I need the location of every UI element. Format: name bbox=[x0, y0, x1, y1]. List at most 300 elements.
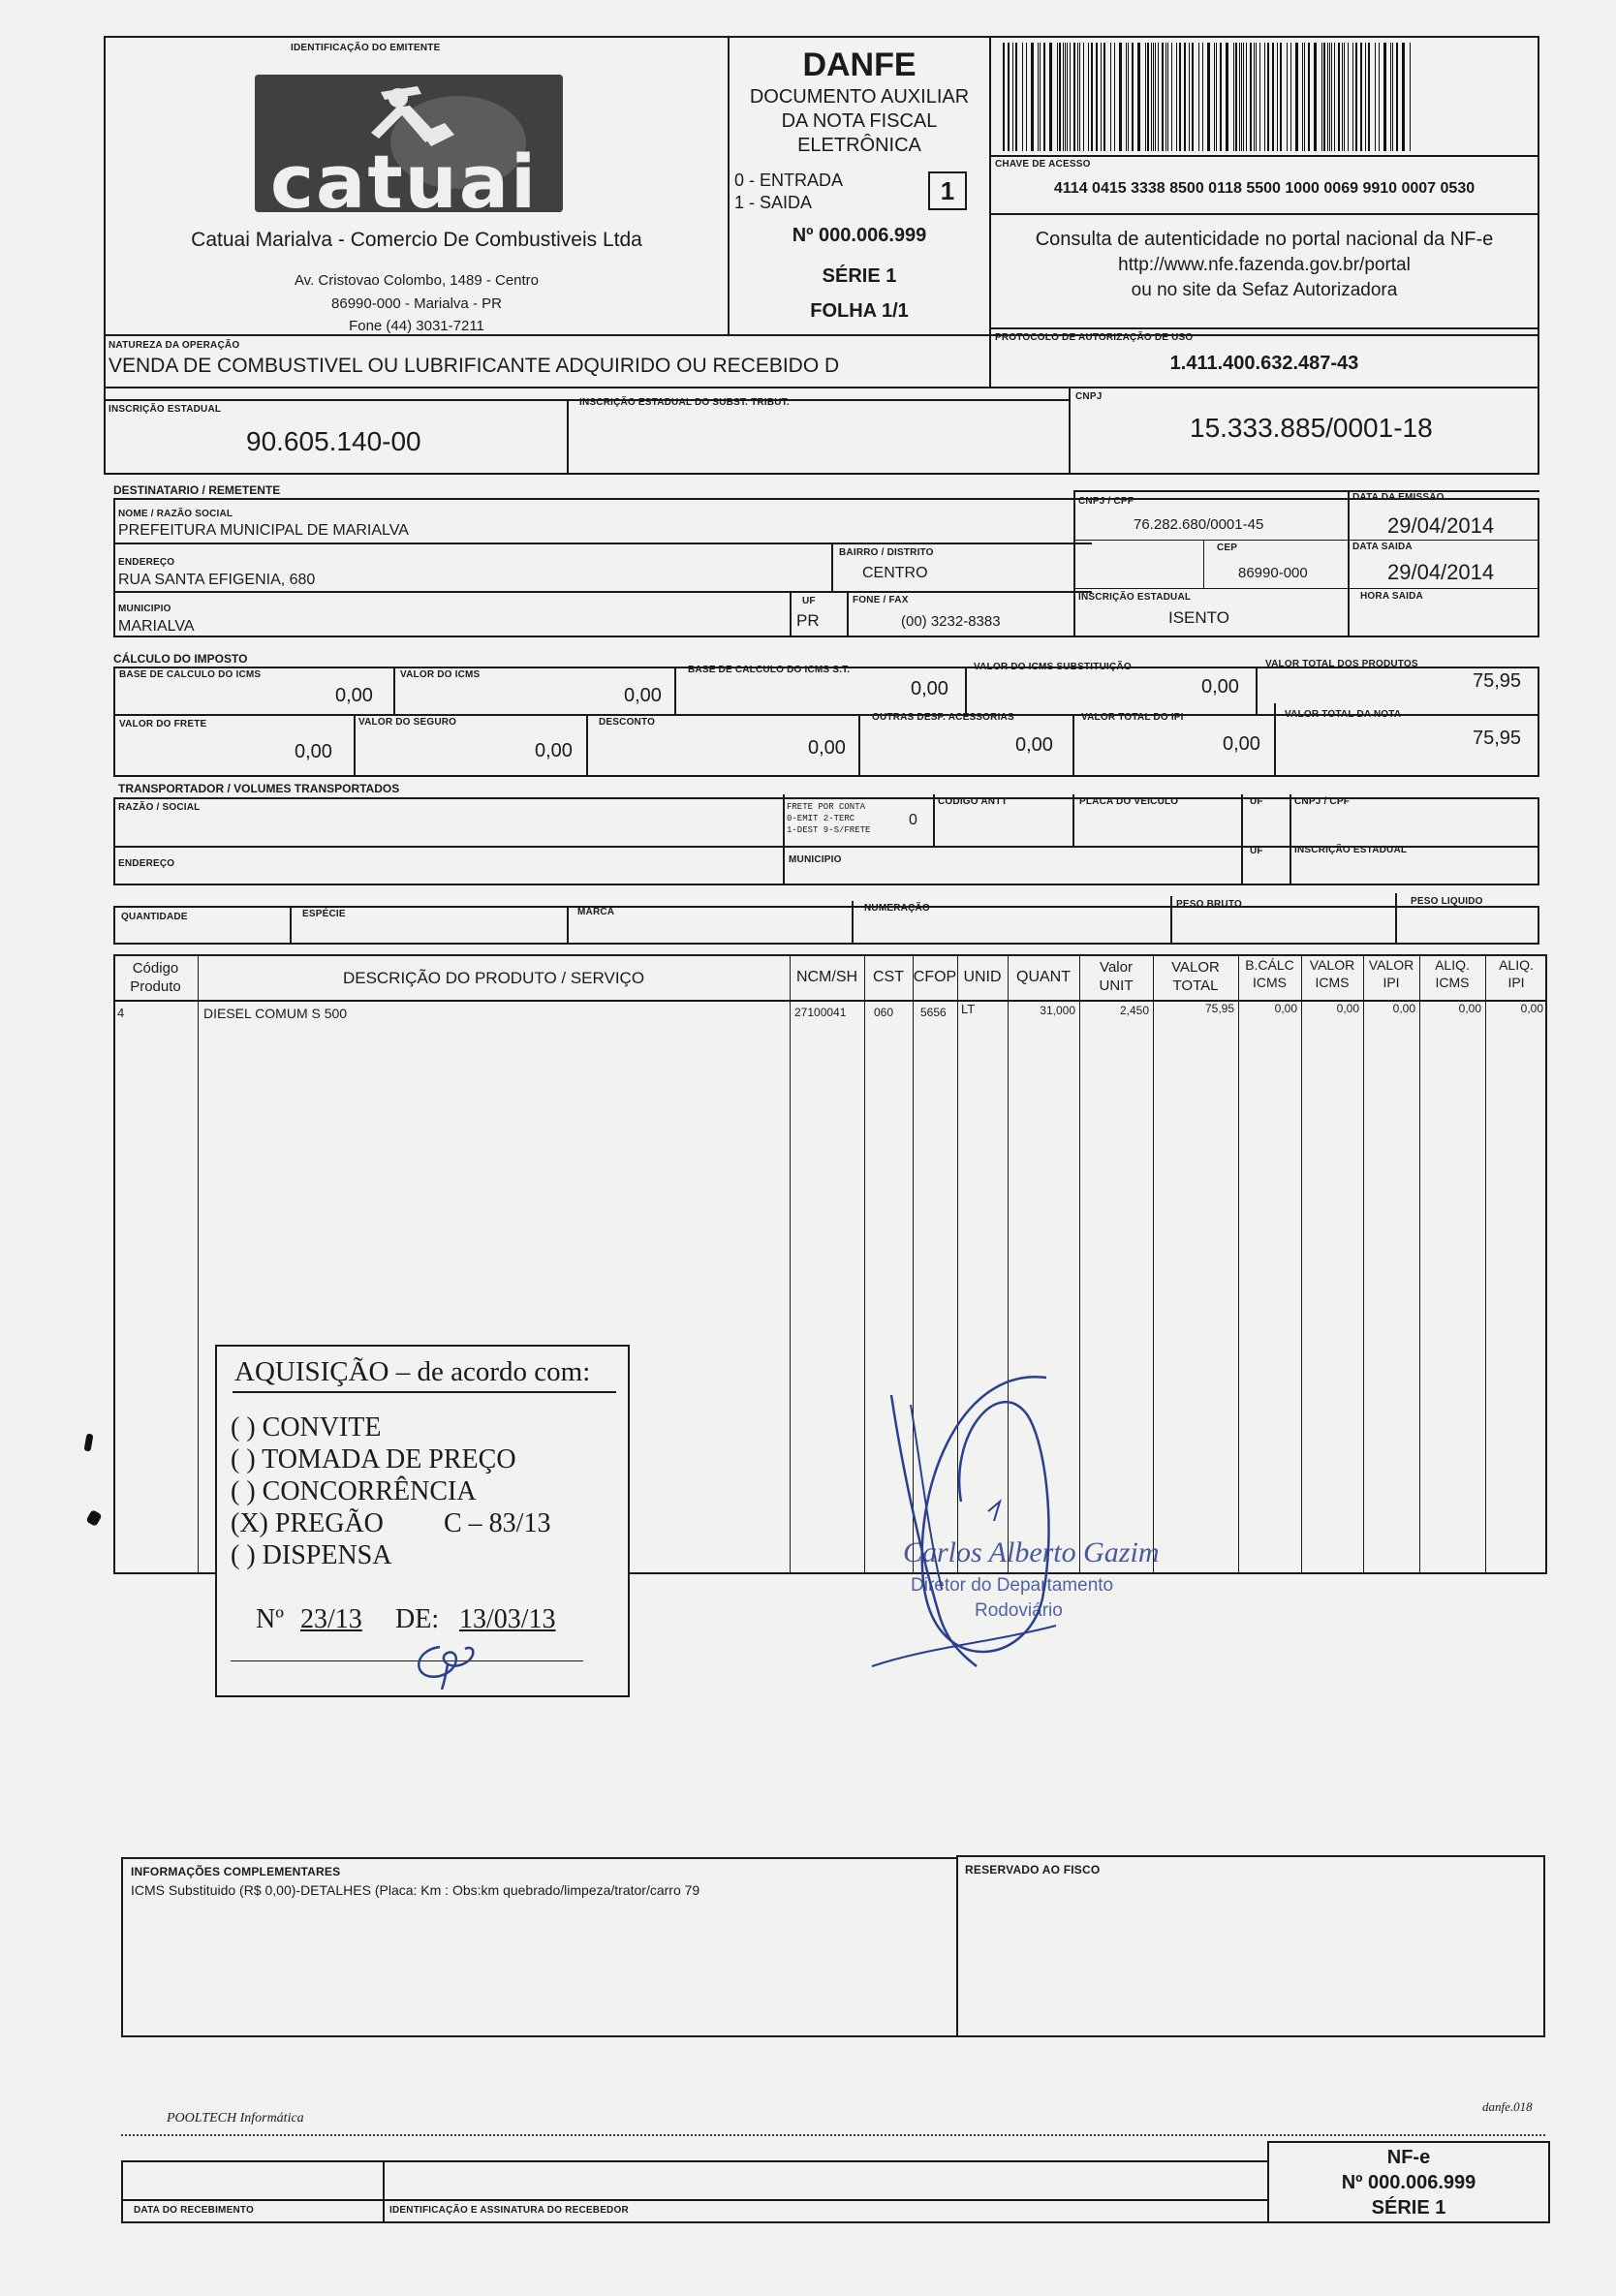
consulta-line-3: ou no site da Sefaz Autorizadora bbox=[1131, 280, 1398, 300]
cnpj-emitente-value: 15.333.885/0001-18 bbox=[1190, 413, 1433, 443]
h-vicms-1: VALOR bbox=[1309, 957, 1355, 973]
h-cfop: CFOP bbox=[913, 969, 957, 985]
vol-peso-bruto-label: PESO BRUTO bbox=[1176, 899, 1242, 910]
barcode-bar bbox=[1344, 43, 1345, 151]
barcode-bar bbox=[1126, 43, 1127, 151]
recebimento-box bbox=[121, 2160, 1269, 2223]
dest-line-1 bbox=[113, 543, 1092, 544]
row-aicms: 0,00 bbox=[1458, 1002, 1481, 1015]
barcode-bar bbox=[1038, 43, 1039, 151]
ie-divider-1 bbox=[567, 399, 569, 475]
emitente-section-label: IDENTIFICAÇÃO DO EMITENTE bbox=[291, 43, 441, 53]
stamp-convite: ( ) CONVITE bbox=[231, 1412, 382, 1443]
signature-role-1: Diretor do Departamento bbox=[911, 1575, 1114, 1596]
danfe-numero: Nº 000.006.999 bbox=[792, 225, 927, 246]
barcode-bar bbox=[1202, 43, 1203, 151]
barcode-bar bbox=[1246, 43, 1247, 151]
barcode-bar bbox=[1259, 43, 1260, 151]
emitente-phone: Fone (44) 3031-7211 bbox=[349, 318, 484, 334]
imp-v4 bbox=[1256, 667, 1258, 714]
prod-col-2 bbox=[790, 954, 791, 1574]
h-aipi-2: IPI bbox=[1507, 975, 1525, 990]
barcode-bar bbox=[1383, 43, 1386, 151]
barcode-bar bbox=[1220, 43, 1222, 151]
barcode-bar bbox=[1026, 43, 1027, 151]
h-codigo-2: Produto bbox=[130, 978, 181, 995]
row-cfop: 5656 bbox=[920, 1006, 947, 1019]
transp-razao-label: RAZÃO / SOCIAL bbox=[118, 802, 201, 813]
h-vunit-1: Valor bbox=[1100, 959, 1133, 976]
barcode-bar bbox=[1348, 43, 1349, 151]
prod-col-1 bbox=[198, 954, 199, 1574]
barcode-bar bbox=[1321, 43, 1322, 151]
barcode-bar bbox=[1375, 43, 1376, 151]
destinatario-box bbox=[113, 498, 1539, 637]
dest-bairro-label: BAIRRO / DISTRITO bbox=[839, 547, 934, 558]
chave-top-line bbox=[989, 155, 1539, 157]
row-vtotal: 75,95 bbox=[1204, 1002, 1234, 1015]
barcode-bar bbox=[1331, 43, 1332, 151]
barcode-bar bbox=[1396, 43, 1398, 151]
transp-frete-l1: FRETE POR CONTA bbox=[787, 802, 866, 812]
barcode-bar bbox=[1368, 43, 1370, 151]
transp-v1 bbox=[783, 794, 785, 885]
danfe-title: DANFE bbox=[802, 47, 917, 83]
dest-cnpj-label: CNPJ / CPF bbox=[1078, 496, 1134, 507]
imp-base-icms-label: BASE DE CALCULO DO ICMS bbox=[119, 669, 262, 680]
row-codigo: 4 bbox=[117, 1006, 125, 1020]
barcode-bar bbox=[1314, 43, 1317, 151]
barcode-bar bbox=[1073, 43, 1075, 151]
barcode-bar bbox=[1132, 43, 1134, 151]
destinatario-section: DESTINATARIO / REMETENTE bbox=[113, 483, 281, 497]
barcode-bar bbox=[1280, 43, 1282, 151]
barcode-bar bbox=[1155, 43, 1156, 151]
barcode-bar bbox=[1167, 43, 1168, 151]
prod-col-12 bbox=[1419, 954, 1420, 1574]
chave-value: 4114 0415 3338 8500 0118 5500 1000 0069 9910 0007 0530 bbox=[1053, 180, 1476, 197]
footer-numero: Nº 000.006.999 bbox=[1341, 2172, 1476, 2193]
imp-total-prod-label: VALOR TOTAL DOS PRODUTOS bbox=[1265, 659, 1418, 669]
stamp-pregao-number: C – 83/13 bbox=[444, 1508, 551, 1538]
vol-v2 bbox=[567, 906, 569, 945]
barcode-bar bbox=[1302, 43, 1303, 151]
cut-line bbox=[121, 2134, 1545, 2136]
barcode-bar bbox=[1165, 43, 1166, 151]
prod-col-13 bbox=[1485, 954, 1486, 1574]
danfe-folha: FOLHA 1/1 bbox=[810, 300, 909, 322]
barcode-bar bbox=[1264, 43, 1265, 151]
signature-role-2: Rodoviário bbox=[975, 1600, 1063, 1621]
row-quant: 31,000 bbox=[1040, 1004, 1075, 1017]
h-vipi-2: IPI bbox=[1383, 975, 1400, 990]
barcode-bar bbox=[1214, 43, 1215, 151]
dest-endereco-label: ENDEREÇO bbox=[118, 557, 175, 568]
info-value: ICMS Substituido (R$ 0,00)-DETALHES (Placa: Km : Obs:km quebrado/limpeza/trator/carro 79 bbox=[131, 1882, 700, 1898]
dest-uf-label: UF bbox=[802, 596, 816, 606]
imp-total-nota-label: VALOR TOTAL DA NOTA bbox=[1285, 709, 1402, 720]
barcode-bar bbox=[1162, 43, 1164, 151]
stamp-title: AQUISIÇÃO – de acordo com: bbox=[234, 1356, 591, 1387]
barcode-bar bbox=[1256, 43, 1257, 151]
stamp-dispensa: ( ) DISPENSA bbox=[231, 1540, 392, 1570]
dest-v-uf bbox=[790, 592, 792, 637]
barcode-bar bbox=[1233, 43, 1234, 151]
h-vunit-2: UNIT bbox=[1099, 977, 1134, 994]
barcode-bar bbox=[1179, 43, 1181, 151]
barcode bbox=[1003, 43, 1526, 151]
dest-municipio: MARIALVA bbox=[118, 618, 195, 635]
barcode-bar bbox=[1323, 43, 1325, 151]
barcode-bar bbox=[1128, 43, 1129, 151]
imp-frete-label: VALOR DO FRETE bbox=[119, 719, 207, 729]
danfe-subtitle-2: DA NOTA FISCAL bbox=[781, 110, 938, 132]
barcode-bar bbox=[1070, 43, 1071, 151]
barcode-bar bbox=[1272, 43, 1274, 151]
imp-valor-icms-label: VALOR DO ICMS bbox=[400, 669, 481, 680]
recebimento-divider bbox=[383, 2160, 385, 2223]
h-cst: CST bbox=[873, 969, 904, 985]
barcode-bar bbox=[1103, 43, 1105, 151]
prod-col-11 bbox=[1363, 954, 1364, 1574]
chave-bottom-line bbox=[989, 213, 1539, 215]
transp-frete-l3: 1-DEST 9-S/FRETE bbox=[787, 825, 871, 835]
transp-endereco-label: ENDEREÇO bbox=[118, 858, 175, 869]
ie-divider-2 bbox=[1069, 387, 1071, 475]
imp-valor-st: 0,00 bbox=[1201, 676, 1239, 698]
h-bcalc-1: B.CÁLC bbox=[1245, 957, 1294, 973]
dest-ie: ISENTO bbox=[1168, 608, 1229, 627]
barcode-bar bbox=[1176, 43, 1177, 151]
row-ncm: 27100041 bbox=[794, 1006, 847, 1019]
danfe-saida: 1 - SAIDA bbox=[734, 193, 813, 212]
dest-line-2 bbox=[113, 591, 1092, 593]
barcode-bar bbox=[1077, 43, 1078, 151]
imp-desconto: 0,00 bbox=[808, 737, 846, 759]
danfe-subtitle-3: ELETRÔNICA bbox=[797, 135, 921, 156]
dest-municipio-label: MUNICIPIO bbox=[118, 604, 171, 614]
h-bcalc-2: ICMS bbox=[1253, 975, 1287, 990]
barcode-bar bbox=[1043, 43, 1045, 151]
h-vtotal-1: VALOR bbox=[1171, 959, 1220, 976]
barcode-bar bbox=[1226, 43, 1228, 151]
dest-endereco: RUA SANTA EFIGENIA, 680 bbox=[118, 572, 316, 588]
dest-saida-label: DATA SAIDA bbox=[1352, 542, 1413, 552]
signature-name: Carlos Alberto Gazim bbox=[903, 1536, 1160, 1568]
stamp-no-label: Nº bbox=[256, 1604, 284, 1634]
dest-ie-label: INSCRIÇÃO ESTADUAL bbox=[1078, 592, 1192, 603]
transp-v4 bbox=[1241, 794, 1243, 885]
company-logo bbox=[255, 75, 563, 212]
h-vipi-1: VALOR bbox=[1368, 957, 1414, 973]
barcode-bar bbox=[1189, 43, 1190, 151]
imp-v7 bbox=[858, 714, 860, 777]
emitente-name: Catuai Marialva - Comercio De Combustiveis Ltda bbox=[191, 229, 642, 251]
danfe-entrada: 0 - ENTRADA bbox=[734, 171, 844, 190]
barcode-bar bbox=[1379, 43, 1380, 151]
barcode-bar bbox=[1239, 43, 1240, 151]
h-vtotal-2: TOTAL bbox=[1172, 977, 1219, 994]
ie-value: 90.605.140-00 bbox=[246, 426, 421, 456]
recebimento-label: DATA DO RECEBIMENTO bbox=[134, 2205, 254, 2216]
dest-emissao-label: DATA DA EMISSÃO bbox=[1352, 492, 1445, 503]
footer-nfe: NF-e bbox=[1386, 2147, 1431, 2168]
barcode-bar bbox=[1392, 43, 1393, 151]
dest-nome-label: NOME / RAZÃO SOCIAL bbox=[118, 509, 233, 519]
imp-seguro-label: VALOR DO SEGURO bbox=[358, 717, 457, 728]
imp-base-st: 0,00 bbox=[911, 678, 948, 699]
imp-outras: 0,00 bbox=[1015, 734, 1053, 756]
footer-left: POOLTECH Informática bbox=[167, 2111, 304, 2125]
barcode-bar bbox=[1329, 43, 1330, 151]
imp-v1 bbox=[393, 667, 395, 714]
transp-frete-l2: 0-EMIT 2-TERC bbox=[787, 814, 855, 823]
barcode-bar bbox=[1402, 43, 1405, 151]
barcode-bar bbox=[1065, 43, 1066, 151]
vol-especie-label: ESPÉCIE bbox=[302, 909, 346, 919]
logo-text: catuai bbox=[270, 139, 539, 212]
imp-total-prod: 75,95 bbox=[1473, 670, 1522, 692]
row-vunit: 2,450 bbox=[1119, 1004, 1149, 1017]
ink-mark-1 bbox=[83, 1434, 93, 1452]
imp-v2 bbox=[674, 667, 676, 714]
barcode-bar bbox=[1153, 43, 1154, 151]
barcode-bar bbox=[1012, 43, 1013, 151]
barcode-bar bbox=[1192, 43, 1194, 151]
barcode-bar bbox=[1158, 43, 1159, 151]
barcode-bar bbox=[1049, 43, 1052, 151]
barcode-bar bbox=[1003, 43, 1005, 151]
h-codigo-1: Código bbox=[132, 960, 179, 977]
barcode-bar bbox=[1334, 43, 1335, 151]
footer-right: danfe.018 bbox=[1482, 2099, 1533, 2114]
danfe-serie: SÉRIE 1 bbox=[822, 265, 897, 287]
danfe-tipo-box: 1 bbox=[928, 171, 967, 210]
transp-v5 bbox=[1290, 794, 1291, 885]
barcode-bar bbox=[1015, 43, 1017, 151]
dest-bairro: CENTRO bbox=[862, 565, 928, 581]
barcode-bar bbox=[1096, 43, 1098, 151]
barcode-bar bbox=[1327, 43, 1328, 151]
barcode-bar bbox=[1088, 43, 1089, 151]
row-cst: 060 bbox=[874, 1006, 894, 1019]
barcode-bar bbox=[1287, 43, 1288, 151]
imp-v5 bbox=[354, 714, 356, 777]
barcode-bar bbox=[1031, 43, 1034, 151]
barcode-bar bbox=[1308, 43, 1310, 151]
h-aicms-1: ALIQ. bbox=[1435, 957, 1470, 973]
h-unid: UNID bbox=[963, 969, 1002, 985]
prod-col-10 bbox=[1301, 954, 1302, 1574]
imp-v9 bbox=[1274, 703, 1276, 777]
barcode-bar bbox=[1101, 43, 1102, 151]
transp-frete-value: 0 bbox=[909, 812, 917, 828]
barcode-bar bbox=[1342, 43, 1343, 151]
chave-label: CHAVE DE ACESSO bbox=[995, 159, 1091, 170]
imp-valor-icms: 0,00 bbox=[624, 685, 662, 706]
protocolo-value: 1.411.400.632.487-43 bbox=[1169, 353, 1359, 374]
barcode-bar bbox=[1207, 43, 1210, 151]
signature-icon bbox=[853, 1356, 1182, 1705]
cnpj-emitente-label: CNPJ bbox=[1075, 391, 1103, 402]
vol-quantidade-label: QUANTIDADE bbox=[121, 912, 188, 922]
dest-v-cep bbox=[1203, 540, 1204, 588]
vol-v4 bbox=[1170, 896, 1172, 945]
vol-numeracao-label: NUMERAÇÃO bbox=[864, 903, 930, 914]
vol-v3 bbox=[852, 901, 854, 945]
imp-desconto-label: DESCONTO bbox=[599, 717, 656, 728]
dest-nome: PREFEITURA MUNICIPAL DE MARIALVA bbox=[118, 522, 409, 539]
barcode-bar bbox=[1119, 43, 1122, 151]
barcode-bar bbox=[1059, 43, 1061, 151]
transp-uf2-label: UF bbox=[1250, 846, 1263, 856]
transp-placa-label: PLACA DO VEICULO bbox=[1079, 796, 1179, 807]
imp-outras-label: OUTRAS DESP. ACESSORIAS bbox=[872, 712, 1014, 723]
fisco-label: RESERVADO AO FISCO bbox=[965, 1863, 1101, 1877]
dest-saida: 29/04/2014 bbox=[1387, 560, 1495, 584]
barcode-bar bbox=[1355, 43, 1357, 151]
barcode-bar bbox=[1137, 43, 1140, 151]
imp-v3 bbox=[965, 667, 967, 714]
transp-v2 bbox=[933, 794, 935, 846]
imp-ipi: 0,00 bbox=[1223, 733, 1260, 755]
barcode-bar bbox=[1198, 43, 1199, 151]
vol-v5 bbox=[1395, 893, 1397, 945]
recebimento-inner-line bbox=[121, 2199, 1269, 2201]
barcode-bar bbox=[1352, 43, 1353, 151]
emitente-city: 86990-000 - Marialva - PR bbox=[331, 295, 502, 312]
ie-st-label: INSCRIÇÃO ESTADUAL DO SUBST. TRIBUT. bbox=[579, 397, 790, 408]
barcode-bar bbox=[1290, 43, 1291, 151]
vol-peso-liquido-label: PESO LIQUIDO bbox=[1411, 896, 1483, 907]
natureza-label: NATUREZA DA OPERAÇÃO bbox=[109, 340, 240, 351]
dest-hora-label: HORA SAIDA bbox=[1360, 591, 1423, 602]
stamp-pregao: (X) PREGÃO bbox=[231, 1508, 384, 1538]
row-unid: LT bbox=[961, 1002, 976, 1016]
info-label: INFORMAÇÕES COMPLEMENTARES bbox=[131, 1865, 341, 1878]
barcode-bar bbox=[1410, 43, 1411, 151]
barcode-bar bbox=[1091, 43, 1093, 151]
vol-v1 bbox=[290, 906, 292, 945]
transp-antt-label: CODIGO ANTT bbox=[938, 796, 1008, 807]
emitente-address: Av. Cristovao Colombo, 1489 - Centro bbox=[294, 272, 540, 289]
dest-fone: (00) 3232-8383 bbox=[901, 613, 1001, 630]
imp-v8 bbox=[1072, 714, 1074, 777]
transportador-section: TRANSPORTADOR / VOLUMES TRANSPORTADOS bbox=[118, 782, 400, 795]
stamp-tomada: ( ) TOMADA DE PREÇO bbox=[231, 1444, 516, 1474]
dest-cep: 86990-000 bbox=[1238, 565, 1308, 581]
h-descricao: DESCRIÇÃO DO PRODUTO / SERVIÇO bbox=[342, 969, 645, 987]
imp-frete: 0,00 bbox=[295, 741, 332, 762]
dest-v-bairro bbox=[831, 543, 833, 592]
consulta-line-1: Consulta de autenticidade no portal nacional da NF-e bbox=[1035, 229, 1494, 250]
transp-ie-label: INSCRIÇÃO ESTADUAL bbox=[1294, 845, 1408, 855]
barcode-bar bbox=[1079, 43, 1080, 151]
danfe-subtitle-1: DOCUMENTO AUXILIAR bbox=[749, 86, 970, 108]
assinatura-label: IDENTIFICAÇÃO E ASSINATURA DO RECEBEDOR bbox=[389, 2205, 629, 2216]
barcode-bar bbox=[1022, 43, 1023, 151]
imp-seguro: 0,00 bbox=[535, 740, 573, 761]
barcode-bar bbox=[1250, 43, 1252, 151]
natureza-value: VENDA DE COMBUSTIVEL OU LUBRIFICANTE ADQUIRIDO OU RECEBIDO D bbox=[109, 355, 840, 377]
barcode-bar bbox=[1083, 43, 1084, 151]
h-aipi-1: ALIQ. bbox=[1499, 957, 1534, 973]
imp-valor-st-label: VALOR DO ICMS SUBSTITUIÇÃO bbox=[974, 662, 1132, 672]
barcode-bar bbox=[1235, 43, 1237, 151]
barcode-bar bbox=[1063, 43, 1064, 151]
stamp-de-value: 13/03/13 bbox=[459, 1604, 556, 1634]
row-descricao: DIESEL COMUM S 500 bbox=[203, 1006, 348, 1021]
imp-ipi-label: VALOR TOTAL DO IPI bbox=[1081, 712, 1184, 723]
barcode-bar bbox=[1216, 43, 1217, 151]
stamp-de-label: DE: bbox=[395, 1604, 440, 1634]
barcode-bar bbox=[1277, 43, 1278, 151]
imp-total-nota: 75,95 bbox=[1473, 728, 1522, 749]
imp-base-icms: 0,00 bbox=[335, 685, 373, 706]
fisco-box bbox=[956, 1855, 1545, 2037]
h-vicms-2: ICMS bbox=[1315, 975, 1350, 990]
h-aicms-2: ICMS bbox=[1435, 975, 1470, 990]
barcode-icon bbox=[1003, 43, 1526, 151]
barcode-bar bbox=[1040, 43, 1041, 151]
transp-cnpj-label: CNPJ / CPF bbox=[1294, 796, 1351, 807]
transp-v3 bbox=[1072, 794, 1074, 846]
row-vicms: 0,00 bbox=[1336, 1002, 1359, 1015]
vol-marca-label: MARCA bbox=[577, 907, 615, 917]
dest-top-strip bbox=[1073, 490, 1539, 500]
transp-municipio-label: MUNICIPIO bbox=[789, 854, 842, 865]
dest-line-r2 bbox=[1073, 588, 1539, 589]
ink-mark-2 bbox=[85, 1509, 102, 1527]
imp-v6 bbox=[586, 714, 588, 777]
protocolo-label: PROTOCOLO DE AUTORIZAÇÃO DE USO bbox=[995, 332, 1194, 343]
barcode-bar bbox=[1241, 43, 1242, 151]
barcode-bar bbox=[1304, 43, 1305, 151]
barcode-bar bbox=[1114, 43, 1115, 151]
barcode-bar bbox=[1145, 43, 1146, 151]
dest-v-fone bbox=[847, 592, 849, 637]
imposto-section: CÁLCULO DO IMPOSTO bbox=[113, 652, 248, 666]
row-aipi: 0,00 bbox=[1520, 1002, 1543, 1015]
barcode-bar bbox=[1151, 43, 1152, 151]
dest-uf: PR bbox=[796, 611, 820, 630]
barcode-bar bbox=[1184, 43, 1186, 151]
stamp-concorrencia: ( ) CONCORRÊNCIA bbox=[231, 1476, 477, 1506]
barcode-bar bbox=[1365, 43, 1366, 151]
row-vipi: 0,00 bbox=[1392, 1002, 1415, 1015]
dest-fone-label: FONE / FAX bbox=[853, 595, 909, 605]
barcode-bar bbox=[1147, 43, 1149, 151]
barcode-bar bbox=[1243, 43, 1244, 151]
row-bcalc: 0,00 bbox=[1274, 1002, 1297, 1015]
stamp-no-value: 23/13 bbox=[300, 1604, 362, 1634]
barcode-bar bbox=[1171, 43, 1172, 151]
ie-label: INSCRIÇÃO ESTADUAL bbox=[109, 404, 222, 415]
barcode-bar bbox=[1008, 43, 1010, 151]
dest-line-r1 bbox=[1073, 540, 1539, 541]
barcode-bar bbox=[1360, 43, 1362, 151]
barcode-bar bbox=[1338, 43, 1340, 151]
barcode-bar bbox=[1110, 43, 1111, 151]
stamp-initials-icon bbox=[401, 1631, 508, 1690]
prod-col-9 bbox=[1238, 954, 1239, 1574]
h-ncm: NCM/SH bbox=[795, 969, 858, 985]
imp-base-st-label: BASE DE CALCULO DO ICMS S.T. bbox=[688, 665, 851, 675]
barcode-bar bbox=[1057, 43, 1058, 151]
dest-v-cnpj bbox=[1073, 490, 1075, 637]
dest-cep-label: CEP bbox=[1217, 543, 1238, 553]
barcode-bar bbox=[1254, 43, 1255, 151]
